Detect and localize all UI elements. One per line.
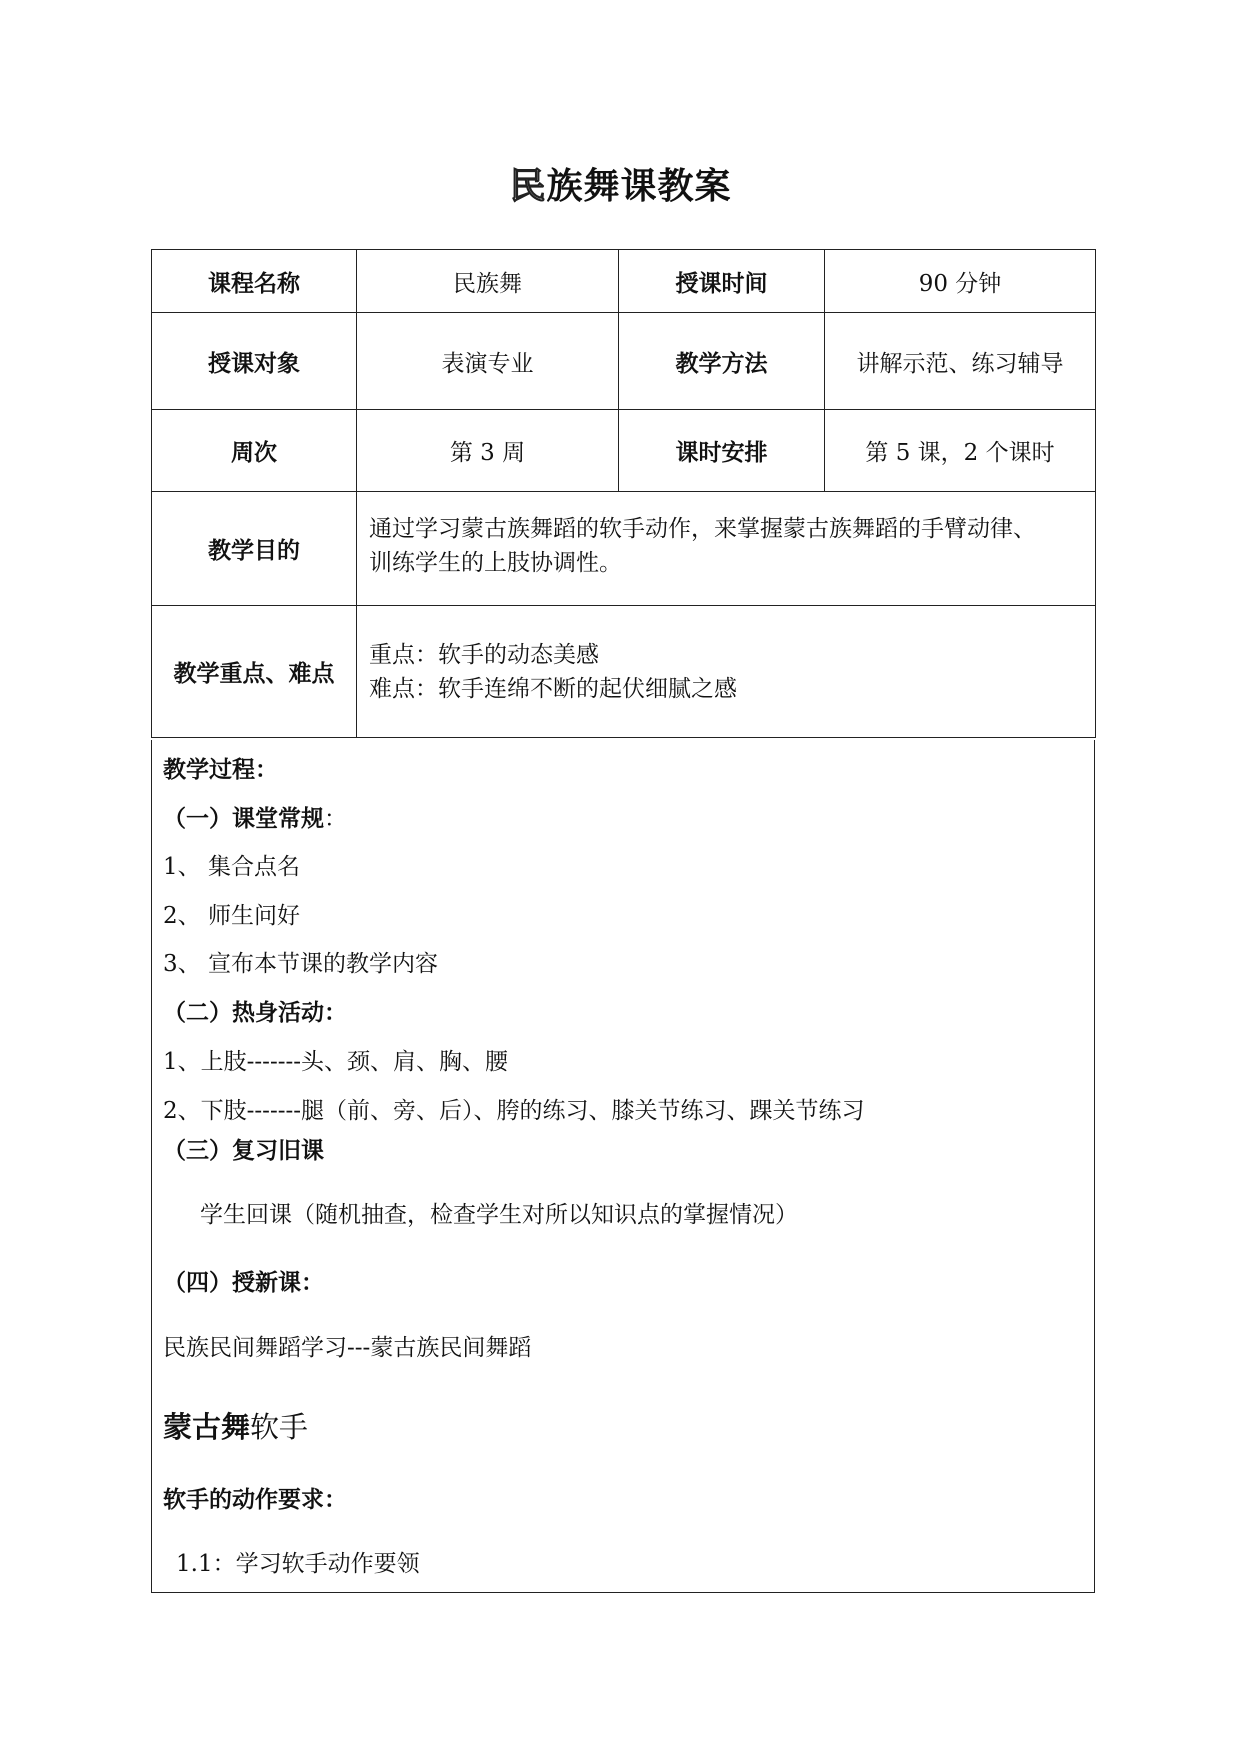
- course-name-label: 课程名称: [152, 250, 357, 313]
- section1-title-colon: ：: [324, 806, 347, 832]
- subject-normal: 软手: [250, 1410, 309, 1444]
- section1-title-text: （一）课堂常规: [163, 806, 324, 832]
- key-point-line: 重点：软手的动态美感: [369, 641, 599, 668]
- subject-heading: [163, 1405, 308, 1446]
- course-name-value: 民族舞: [357, 250, 619, 313]
- audience-label: 授课对象: [152, 313, 357, 410]
- process-heading: 教学过程：: [163, 757, 278, 783]
- goal-label: 教学目的: [152, 492, 357, 606]
- section1-item-3: 3、 宣布本节课的教学内容: [163, 951, 438, 977]
- week-value: 第 3 周: [357, 410, 619, 492]
- requirements-title: 软手的动作要求：: [163, 1487, 347, 1513]
- section2-item-1: 1、上肢-------头、颈、肩、胸、腰: [163, 1049, 509, 1075]
- week-label: 周次: [152, 410, 357, 492]
- section4-text: 民族民间舞蹈学习---蒙古族民间舞蹈: [163, 1335, 532, 1361]
- class-duration-label: 授课时间: [619, 250, 825, 313]
- subject-bold: 蒙古舞: [163, 1410, 251, 1444]
- info-row-week: [152, 410, 1096, 492]
- schedule-label: 课时安排: [619, 410, 825, 492]
- info-row-course: [152, 250, 1096, 313]
- audience-value: 表演专业: [357, 313, 619, 410]
- schedule-value: 第 5 课，2 个课时: [825, 410, 1096, 492]
- section1-item-2: 2、 师生问好: [163, 903, 300, 929]
- teaching-process-section: [151, 740, 1095, 1593]
- title-rest: 族舞课教案: [546, 166, 732, 207]
- goal-line-2: 训练学生的上肢协调性。: [369, 550, 622, 576]
- difficulty-line: 难点：软手连绵不断的起伏细腻之感: [369, 675, 737, 702]
- page-title: [0, 158, 1241, 209]
- lesson-info-table: [151, 249, 1096, 738]
- info-row-goal: [152, 492, 1096, 606]
- section2-item-2: 2、下肢-------腿（前、旁、后）、胯的练习、膝关节练习、踝关节练习: [163, 1098, 865, 1124]
- goal-line-1: 通过学习蒙古族舞蹈的软手动作，来掌握蒙古族舞蹈的手臂动律、: [369, 516, 1036, 542]
- title-first-char: 民: [509, 166, 547, 207]
- class-duration-value: 90 分钟: [825, 250, 1096, 313]
- section4-title: （四）授新课：: [163, 1270, 324, 1296]
- section3-title: （三）复习旧课: [163, 1138, 324, 1164]
- goal-content: [357, 492, 1096, 606]
- key-points-label: 教学重点、难点: [152, 606, 357, 738]
- section1-title: [163, 800, 347, 833]
- teaching-method-label: 教学方法: [619, 313, 825, 410]
- info-row-key-points: [152, 606, 1096, 738]
- section2-title: （二）热身活动：: [163, 1000, 347, 1026]
- key-points-content: [357, 606, 1096, 738]
- requirements-item: 1.1：学习软手动作要领: [176, 1551, 420, 1577]
- section1-item-1: 1、 集合点名: [163, 854, 300, 880]
- section3-text: 学生回课（随机抽查，检查学生对所以知识点的掌握情况）: [200, 1202, 798, 1228]
- teaching-method-value: 讲解示范、练习辅导: [825, 313, 1096, 410]
- info-row-audience: [152, 313, 1096, 410]
